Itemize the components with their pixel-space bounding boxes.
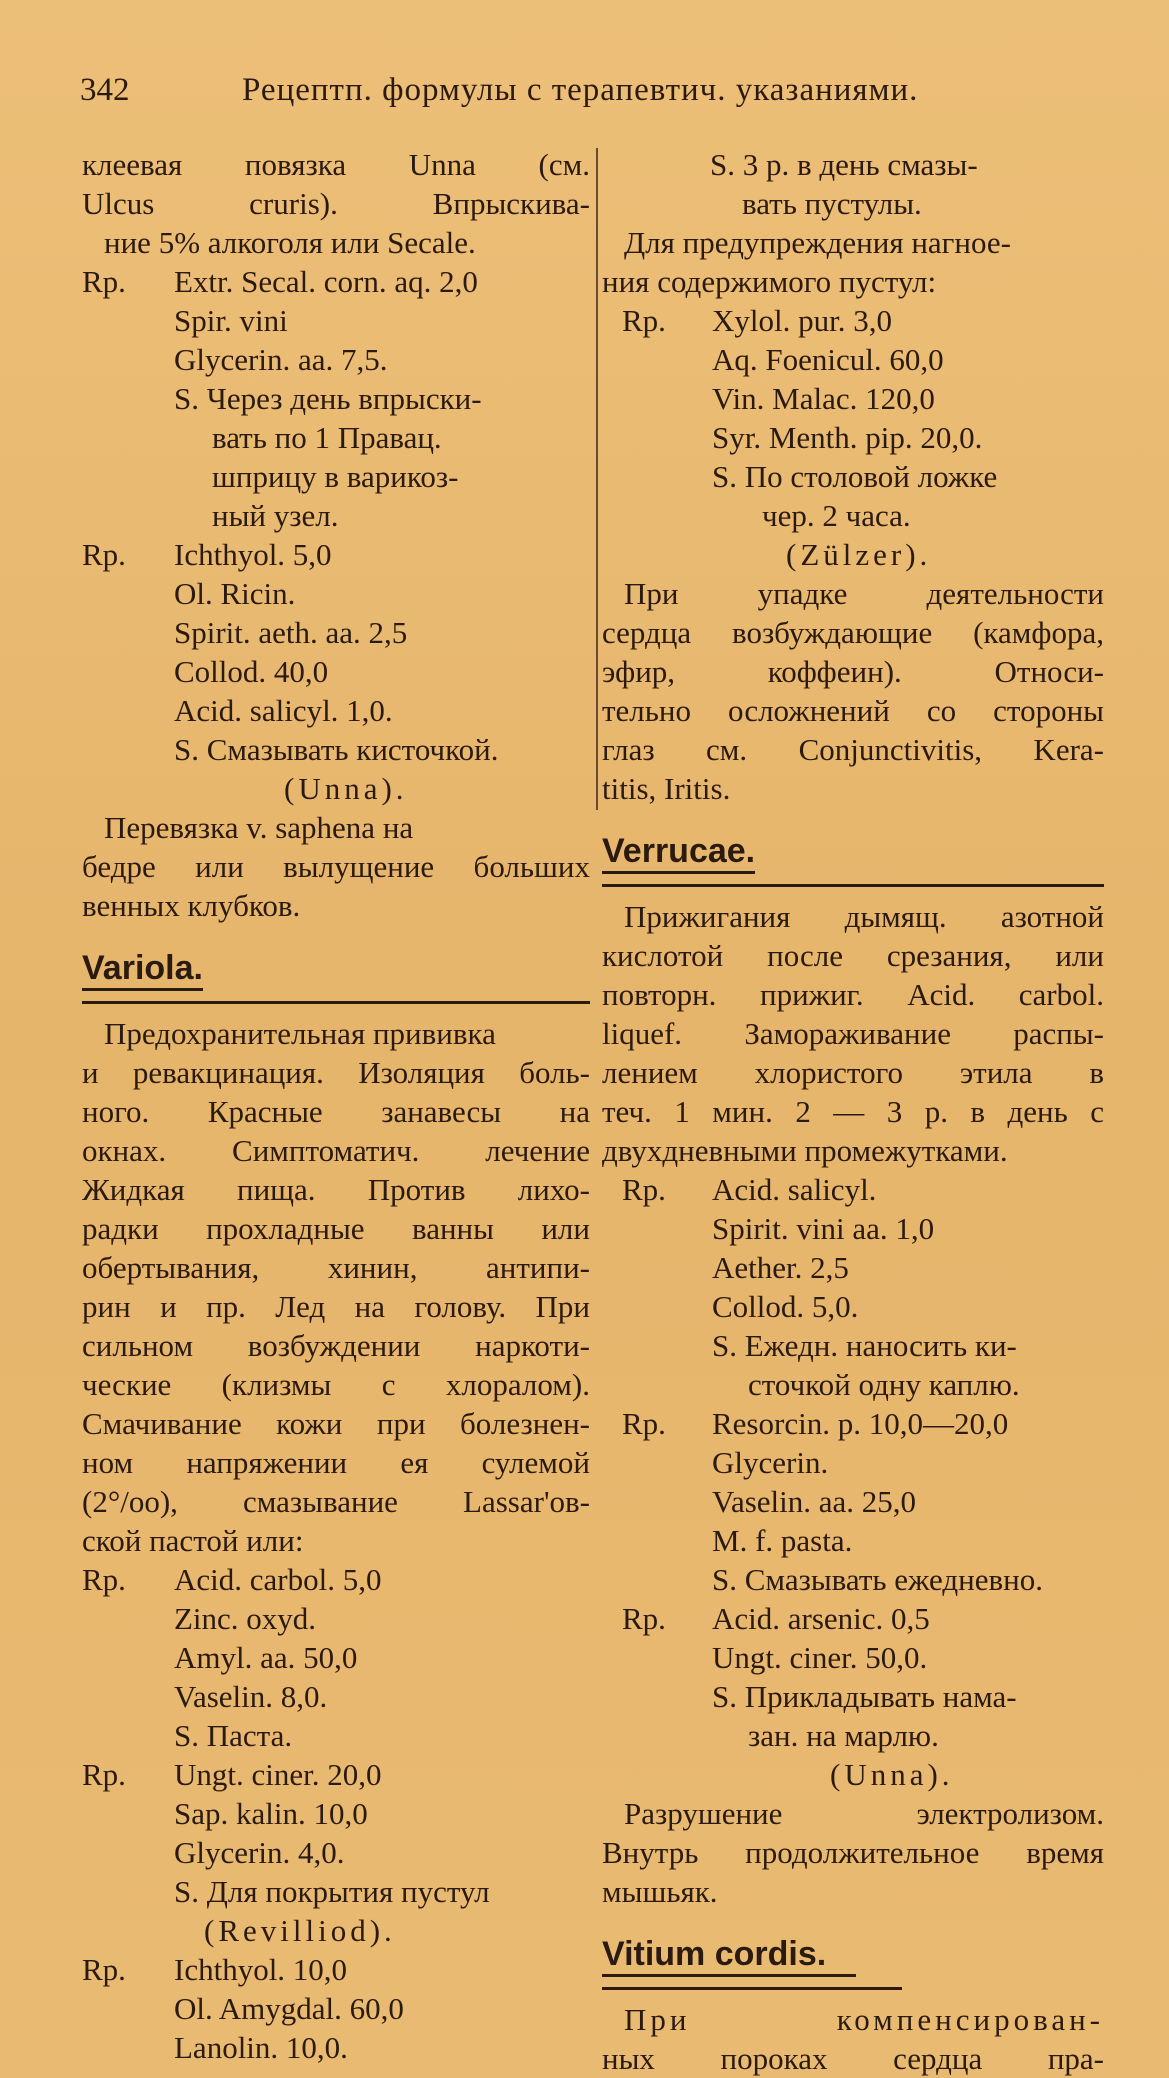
signa-line: S. Смазывать ежедневно.: [712, 1562, 1043, 1597]
ingredient-line: Acid. carbol. 5,0: [174, 1562, 382, 1597]
text-line: При компенсирован-: [624, 2002, 1104, 2037]
signa-line: S. Паста.: [174, 1718, 293, 1753]
text-line: ных пороках сердца пра-: [602, 2041, 1104, 2076]
recipe: [82, 262, 590, 535]
column-divider: [596, 148, 598, 810]
recipe-rp-label: Rp.: [622, 1406, 666, 1441]
ingredient-line: Vaselin. aa. 25,0: [712, 1484, 917, 1519]
signa-line: зан. на марлю.: [748, 1718, 939, 1753]
text-line: Ulcus cruris). Впрыскива-: [82, 186, 590, 221]
text-line: Для предупреждения нагное-: [624, 225, 1011, 260]
text-line: двухдневными промежутками.: [602, 1133, 1008, 1168]
text-line: Жидкая пища. Против лихо-: [82, 1172, 590, 1207]
recipe-rp-label: Rp.: [82, 537, 126, 572]
ingredient-line: Ungt. ciner. 50,0.: [712, 1640, 928, 1675]
ingredient-line: Spir. vini: [174, 303, 288, 338]
signa-line: сточкой одну каплю.: [748, 1367, 1020, 1402]
section-heading-verrucae: Verrucae.: [602, 822, 1104, 880]
text-line: тельно осложнений со стороны: [602, 693, 1104, 728]
text-line: ние 5% алкоголя или Secale.: [104, 225, 476, 260]
text-line: сильном возбуждении наркоти-: [82, 1328, 590, 1363]
text-line: titis, Iritis.: [602, 771, 731, 806]
recipe-author: (Zülzer).: [786, 537, 932, 572]
ingredient-line: Glycerin. 4,0.: [174, 1835, 345, 1870]
ingredient-line: Sap. kalin. 10,0: [174, 1796, 368, 1831]
signa-line: вать по 1 Правац.: [212, 420, 442, 455]
ingredient-line: Zinc. oxyd.: [174, 1601, 317, 1636]
recipe: [602, 1404, 1104, 1599]
ingredient-line: Ichthyol. 5,0: [174, 537, 332, 572]
signa-line: шприцу в варикоз-: [212, 459, 459, 494]
section-heading-variola: Variola.: [82, 939, 590, 997]
ingredient-line: Aether. 2,5: [712, 1250, 849, 1285]
ingredient-line: Aq. Foenicul. 60,0: [712, 342, 944, 377]
signa-line: S. Ежедн. наносить ки-: [712, 1328, 1017, 1363]
ingredient-line: Ichthyol. 10,0: [174, 1952, 348, 1987]
ingredient-line: Ungt. ciner. 20,0: [174, 1757, 382, 1792]
text-line: ния содержимого пустул:: [602, 264, 937, 299]
text-line: ской пастой или:: [82, 1523, 304, 1558]
ingredient-line: Ol. Amygdal. 60,0: [174, 1991, 404, 2026]
text-line: liquef. Замораживание распы-: [602, 1016, 1104, 1051]
text-line: лением хлористого этила в: [602, 1055, 1104, 1090]
text-line: венных клубков.: [82, 888, 301, 923]
text-line: ного. Красные занавесы на: [82, 1094, 590, 1129]
text-line: радки прохладные ванны или: [82, 1211, 590, 1246]
page-number: 342: [80, 72, 130, 108]
recipe: [82, 535, 590, 808]
text-line: Разрушение электролизом.: [624, 1796, 1104, 1831]
signa-line: вать пустулы.: [742, 186, 922, 221]
ingredient-line: Syr. Menth. pip. 20,0.: [712, 420, 983, 455]
ingredient-line: Spirit. vini aa. 1,0: [712, 1211, 935, 1246]
text-line: и ревакцинация. Изоляция боль-: [82, 1055, 590, 1090]
text-line: глаз см. Conjunctivitis, Kera-: [602, 732, 1104, 767]
signa-line: S. Смазывать кисточкой.: [174, 732, 499, 767]
text-line: окнах. Симптоматич. лечение: [82, 1133, 590, 1168]
recipe: [82, 1755, 590, 1950]
ingredient-line: Acid. salicyl. 1,0.: [174, 693, 393, 728]
recipe-rp-label: Rp.: [622, 303, 666, 338]
text-line: Смачивание кожи при болезнен-: [82, 1406, 590, 1441]
text-line: рин и пр. Лед на голову. При: [82, 1289, 590, 1324]
recipe: [602, 1170, 1104, 1404]
running-title: Рецептп. формулы с терапевтич. указаниями.: [242, 72, 919, 108]
recipe-rp-label: Rp.: [82, 1757, 126, 1792]
text-line: кислотой после срезания, или: [602, 938, 1104, 973]
text-line: эфир, коффеин). Относи-: [602, 654, 1104, 689]
ingredient-line: Lanolin. 10,0.: [174, 2030, 348, 2065]
recipe-rp-label: Rp.: [82, 264, 126, 299]
ingredient-line: Glycerin.: [712, 1445, 829, 1480]
text-line: Перевязка v. saphena на: [104, 810, 414, 845]
recipe: [602, 1599, 1104, 1794]
section-rule: [602, 884, 1104, 887]
ingredient-line: Vaselin. 8,0.: [174, 1679, 328, 1714]
recipe-author: (Unna).: [830, 1757, 954, 1792]
ingredient-line: Amyl. aa. 50,0: [174, 1640, 358, 1675]
section-rule: [602, 1987, 902, 1990]
text-line: Прижигания дымящ. азотной: [624, 899, 1104, 934]
signa-line: ный узел.: [212, 498, 339, 533]
ingredient-line: Collod. 5,0.: [712, 1289, 859, 1324]
signa-line: S. Прикладывать нама-: [712, 1679, 1017, 1714]
text-line: ческие (клизмы с хлоралом).: [82, 1367, 590, 1402]
text-line: клеевая повязка Unna (см.: [82, 147, 590, 182]
ingredient-line: Ol. Ricin.: [174, 576, 296, 611]
ingredient-line: Acid. salicyl.: [712, 1172, 877, 1207]
text-line: сердца возбуждающие (камфора,: [602, 615, 1104, 650]
section-rule: [82, 1001, 590, 1004]
text-line: бедре или вылущение больших: [82, 849, 590, 884]
ingredient-line: Resorcin. p. 10,0—20,0: [712, 1406, 1009, 1441]
ingredient-line: Extr. Secal. corn. aq. 2,0: [174, 264, 478, 299]
signa-line: S. Для покрытия пустул: [174, 1874, 490, 1909]
left-column: [82, 145, 590, 2067]
text-line: мышьяк.: [602, 1874, 718, 1909]
text-line: ном напряжении ея сулемой: [82, 1445, 590, 1480]
signa-line: S. Через день впрыски-: [174, 381, 482, 416]
recipe: [82, 1560, 590, 1755]
signa-line: чер. 2 часа.: [762, 498, 911, 533]
text-line: обертывания, хинин, антипи-: [82, 1250, 590, 1285]
recipe-rp-label: Rp.: [82, 1562, 126, 1597]
ingredient-line: M. f. pasta.: [712, 1523, 853, 1558]
text-line: При упадке деятельности: [624, 576, 1104, 611]
ingredient-line: Collod. 40,0: [174, 654, 329, 689]
recipe: [602, 301, 1104, 574]
ingredient-line: Xylol. pur. 3,0: [712, 303, 892, 338]
recipe-author: (Revilliod).: [204, 1913, 396, 1948]
text-line: (2°/oo), смазывание Lassar'ов-: [82, 1484, 590, 1519]
section-heading-vitium-cordis: Vitium cordis.: [602, 1925, 1104, 1983]
recipe-rp-label: Rp.: [622, 1601, 666, 1636]
ingredient-line: Acid. arsenic. 0,5: [712, 1601, 930, 1636]
ingredient-line: Glycerin. aa. 7,5.: [174, 342, 388, 377]
right-column: [602, 145, 1104, 2078]
recipe: [82, 1950, 590, 2067]
text-line: Предохранительная прививка: [104, 1016, 496, 1051]
recipe-author: (Unna).: [284, 771, 408, 806]
text-line: Внутрь продолжительное время: [602, 1835, 1104, 1870]
ingredient-line: Spirit. aeth. aa. 2,5: [174, 615, 408, 650]
recipe-rp-label: Rp.: [82, 1952, 126, 1987]
recipe-rp-label: Rp.: [622, 1172, 666, 1207]
text-line: теч. 1 мин. 2 — 3 р. в день с: [602, 1094, 1104, 1129]
signa-line: S. 3 р. в день смазы-: [710, 147, 978, 182]
text-line: повторн. прижиг. Acid. carbol.: [602, 977, 1104, 1012]
ingredient-line: Vin. Malac. 120,0: [712, 381, 935, 416]
signa-line: S. По столовой ложке: [712, 459, 998, 494]
